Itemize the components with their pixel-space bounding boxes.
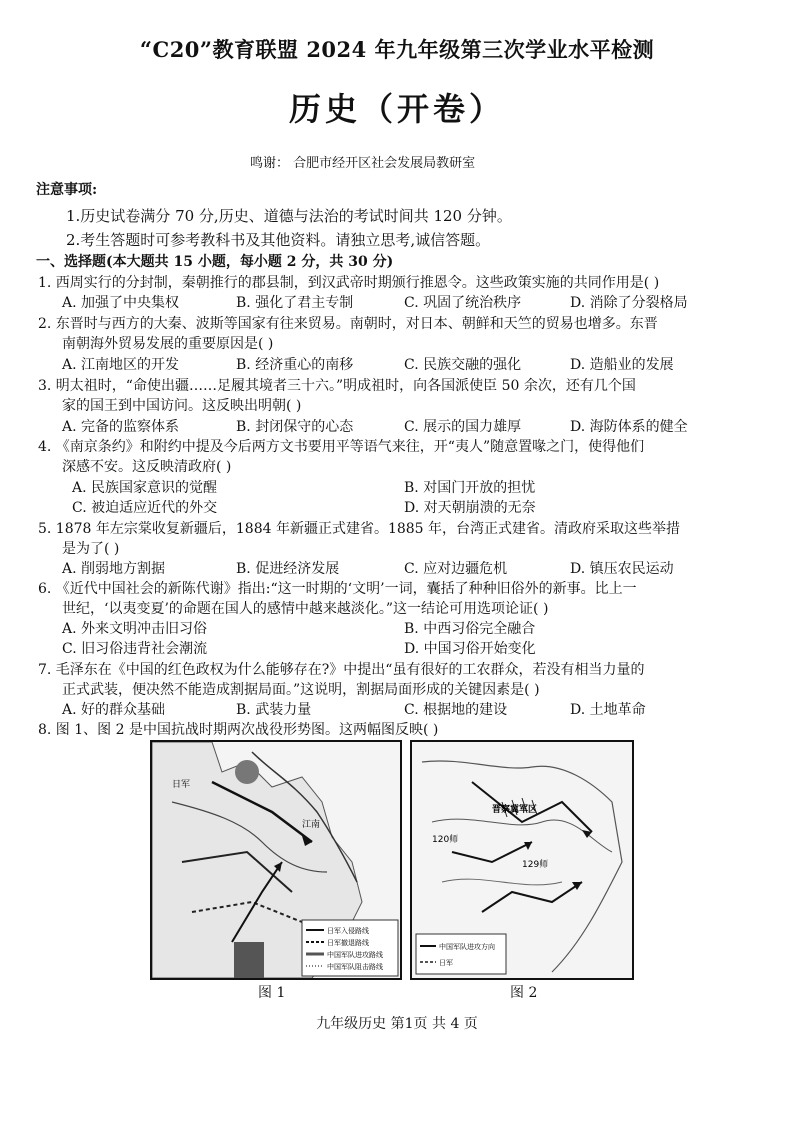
battle-map-1 [152, 742, 400, 978]
option: C. 民族交融的强化 [404, 357, 522, 373]
question-stem: 南朝海外贸易发展的重要原因是( ) [62, 336, 274, 352]
battle-map-2 [412, 742, 632, 978]
option: D. 中国习俗开始变化 [404, 641, 536, 657]
legend-item: 中国军队进攻路线 [327, 951, 383, 959]
option: C. 根据地的建设 [404, 702, 508, 718]
option: A. 好的群众基础 [62, 702, 166, 718]
figure-1-caption: 图 1 [258, 985, 286, 1001]
map-label: 129师 [522, 860, 549, 870]
option: B. 对国门开放的担忧 [404, 480, 536, 496]
notes-heading: 注意事项: [36, 182, 98, 198]
exam-title: “C20”教育联盟 2024 年九年级第三次学业水平检测 [139, 37, 655, 62]
option: D. 海防体系的健全 [570, 419, 688, 435]
question-stem: 是为了( ) [62, 541, 120, 557]
option: A. 削弱地方割据 [62, 561, 166, 577]
option: A. 民族国家意识的觉醒 [72, 480, 218, 496]
legend-item: 日军入侵路线 [327, 927, 369, 935]
option: D. 镇压农民运动 [570, 561, 674, 577]
question-stem: 家的国王到中国访问。这反映出明朝( ) [62, 398, 302, 414]
question-stem: 正式武装，便决然不能造成割据局面。”这说明，割据局面形成的关键因素是( ) [62, 682, 540, 698]
option: B. 经济重心的南移 [236, 357, 354, 373]
subject-title: 历史（开卷） [288, 90, 505, 128]
note-item: 1.历史试卷满分 70 分,历史、道德与法治的考试时间共 120 分钟。 [66, 207, 512, 225]
question-stem: 5. 1878 年左宗棠收复新疆后，1884 年新疆正式建省。1885 年，台湾正式建省。清政府采取这些举措 [38, 521, 681, 537]
note-item: 2.考生答题时可参考教科书及其他资料。请独立思考,诚信答题。 [66, 231, 491, 249]
option: D. 消除了分裂格局 [570, 295, 688, 311]
question-stem: 8. 图 1、图 2 是中国抗战时期两次战役形势图。这两幅图反映( ) [38, 722, 439, 738]
legend-item: 日军撤退路线 [327, 939, 369, 947]
section-heading: 一、选择题(本大题共 15 小题，每小题 2 分，共 30 分) [36, 254, 394, 270]
legend-item: 日军 [439, 959, 453, 967]
option: C. 被迫适应近代的外交 [72, 500, 218, 516]
question-stem: 2. 东晋时与西方的大秦、波斯等国家有往来贸易。南朝时，对日本、朝鲜和天竺的贸易也增多。东晋 [38, 316, 658, 332]
option: D. 造船业的发展 [570, 357, 674, 373]
question-stem: 7. 毛泽东在《中国的红色政权为什么能够存在?》中提出“虽有很好的工农群众，若没有相当力量的 [38, 662, 645, 678]
question-stem: 深感不安。这反映清政府( ) [62, 459, 232, 475]
option: B. 促进经济发展 [236, 561, 340, 577]
map-label: 日军 [172, 780, 191, 790]
option: B. 武装力量 [236, 702, 312, 718]
legend-item: 中国军队进攻方向 [439, 943, 495, 951]
map-label: 120师 [432, 835, 459, 845]
legend-item: 中国军队阻击路线 [327, 963, 383, 971]
option: A. 完备的监察体系 [62, 419, 180, 435]
figure-2-caption: 图 2 [510, 985, 538, 1001]
acknowledgement: 鸣谢： 合肥市经开区社会发展局教研室 [250, 156, 476, 171]
option: C. 巩固了统治秩序 [404, 295, 522, 311]
option: C. 展示的国力雄厚 [404, 419, 522, 435]
page-footer: 九年级历史 第1页 共 4 页 [316, 1016, 478, 1032]
option: A. 外来文明冲击旧习俗 [62, 621, 208, 637]
option: B. 封闭保守的心态 [236, 419, 354, 435]
question-stem: 6. 《近代中国社会的新陈代谢》指出:“这一时期的‘文明’一词，囊括了种种旧俗外的新事。比上一 [38, 581, 637, 597]
figure-2-map [410, 740, 634, 980]
option: D. 土地革命 [570, 702, 646, 718]
question-stem: 4. 《南京条约》和附约中提及今后两方文书要用平等语气来往，开“夷人”随意置喙之门，使得他们 [38, 439, 645, 455]
question-stem: 3. 明太祖时，“命使出疆……足履其境者三十六。”明成祖时，向各国派使臣 50 余次，还有几个国 [38, 378, 636, 394]
question-stem: 世纪，‘以夷变夏’的命题在国人的感情中越来越淡化。”这一结论可用选项论证( ) [62, 601, 549, 617]
figure-1-map [150, 740, 402, 980]
option: D. 对天朝崩溃的无奈 [404, 500, 536, 516]
map-label: 晋察冀军区 [492, 805, 538, 815]
option: B. 中西习俗完全融合 [404, 621, 536, 637]
option: B. 强化了君主专制 [236, 295, 354, 311]
option: A. 江南地区的开发 [62, 357, 180, 373]
option: C. 应对边疆危机 [404, 561, 508, 577]
option: A. 加强了中央集权 [62, 295, 180, 311]
option: C. 旧习俗违背社会潮流 [62, 641, 208, 657]
map-label: 江南 [302, 820, 321, 830]
question-stem: 1. 西周实行的分封制，秦朝推行的郡县制，到汉武帝时期颁行推恩令。这些政策实施的共同作用是( ) [38, 275, 660, 291]
